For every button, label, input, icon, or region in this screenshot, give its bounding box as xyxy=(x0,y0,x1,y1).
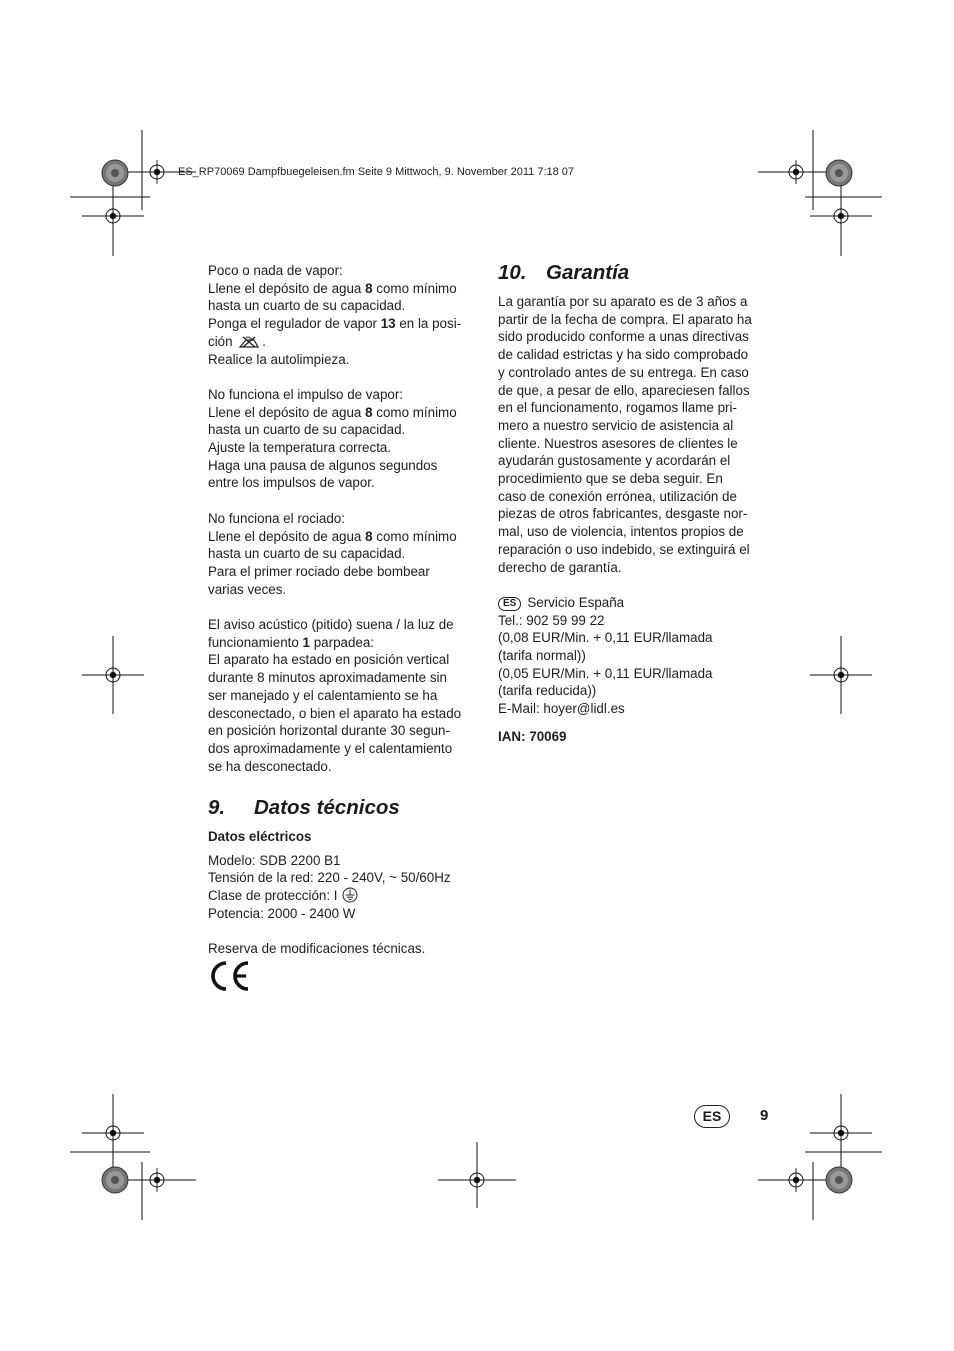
electrical-data-subtitle: Datos eléctricos xyxy=(208,829,312,844)
problem-title: No funciona el impulso de vapor: xyxy=(208,386,404,402)
problem-title: El aviso acústico (pitido) suena / la luz de xyxy=(208,617,454,633)
section-10-heading: 10. Garantía xyxy=(498,261,630,284)
print-header: ES_RP70069 Dampfbuegeleisen.fm Seite 9 Mittwoch, 9. November 2011 7:18 07 xyxy=(178,166,575,178)
service-line: ES Servicio España xyxy=(498,594,770,612)
ian-number: IAN: 70069 xyxy=(498,728,567,744)
page-number: 9 xyxy=(760,1107,769,1124)
ce-mark-icon xyxy=(208,960,252,992)
problem-title: No funciona el rociado: xyxy=(208,510,345,526)
no-steam-icon xyxy=(236,335,262,349)
es-country-badge: ES xyxy=(498,597,521,611)
technical-data: Datos eléctricos Modelo: SDB 2200 B1 Tensión de la red: 220 - 240V, ~ 50/60Hz Clase de protección: I Potencia: 2000 - 2400 W Reserva de modificaciones técnicas. xyxy=(208,828,498,958)
problem-title: Poco o nada de vapor: xyxy=(208,263,343,278)
service-phone: Tel.: 902 59 99 22 xyxy=(498,612,605,628)
troubleshooting-column: Poco o nada de vapor: Llene el depósito de agua 8 como mínimo hasta un cuarto de su capacidad. Ponga el regulador de vapor 13 en la posi- ción . Realice la autolimpieza. No funciona el impulso de vapor: Llene el depósito de agua 8 como mínimo hasta un cuarto de su capacidad. Ajuste la temperatura correcta. Haga una pausa de algunos segundos entre los impulsos de vapor. No funciona el rociado: Llene el depósito de agua 8 como mínimo hasta un cuarto de su capacidad. Para el primer rociado debe bombear varias veces. El aviso acústico (pitido) suena / la luz de funcionamiento 1 parpadea: El aparato ha estado en posición vertical durante 8 minutos aproximadamente sin ser manejado y el calentamiento se ha desconectado, o bien el aparato ha estado en posición horizontal durante 30 segun- dos aproximadamente y el calentamiento se ha desconectado. xyxy=(208,262,480,775)
service-email: E-Mail: hoyer@lidl.es xyxy=(498,701,625,717)
section-9-heading: 9. Datos técnicos xyxy=(208,796,400,819)
warranty-text: La garantía por su aparato es de 3 años a partir de la fecha de compra. El aparato ha sido producido conforme a unas directivas de calidad estrictas y ha sido comprobado y controlado antes de su entrega. En caso de que, a pesar de ello, apareciesen fallos en el funcionamento, rogamos llame pri- mero a nuestro servicio de asistencia al cliente. Nuestros asesores de clientes le ayudarán gustosamente y acordarán el procedimiento que se deba seguir. En caso de conexión errónea, utilización de piezas de otros fabricantes, desgaste nor- mal, uso de violencia, intentos propios de reparación o uso indebido, se extinguirá el derecho de garantía. ES Servicio España Tel.: 902 59 99 22 (0,08 EUR/Min. + 0,11 EUR/llamada (tarifa normal)) (0,05 EUR/Min. + 0,11 EUR/llamada (tarifa reducida)) E-Mail: hoyer@lidl.es IAN: 70069 xyxy=(498,293,770,746)
ground-icon xyxy=(341,887,359,903)
language-badge: ES xyxy=(694,1105,730,1128)
